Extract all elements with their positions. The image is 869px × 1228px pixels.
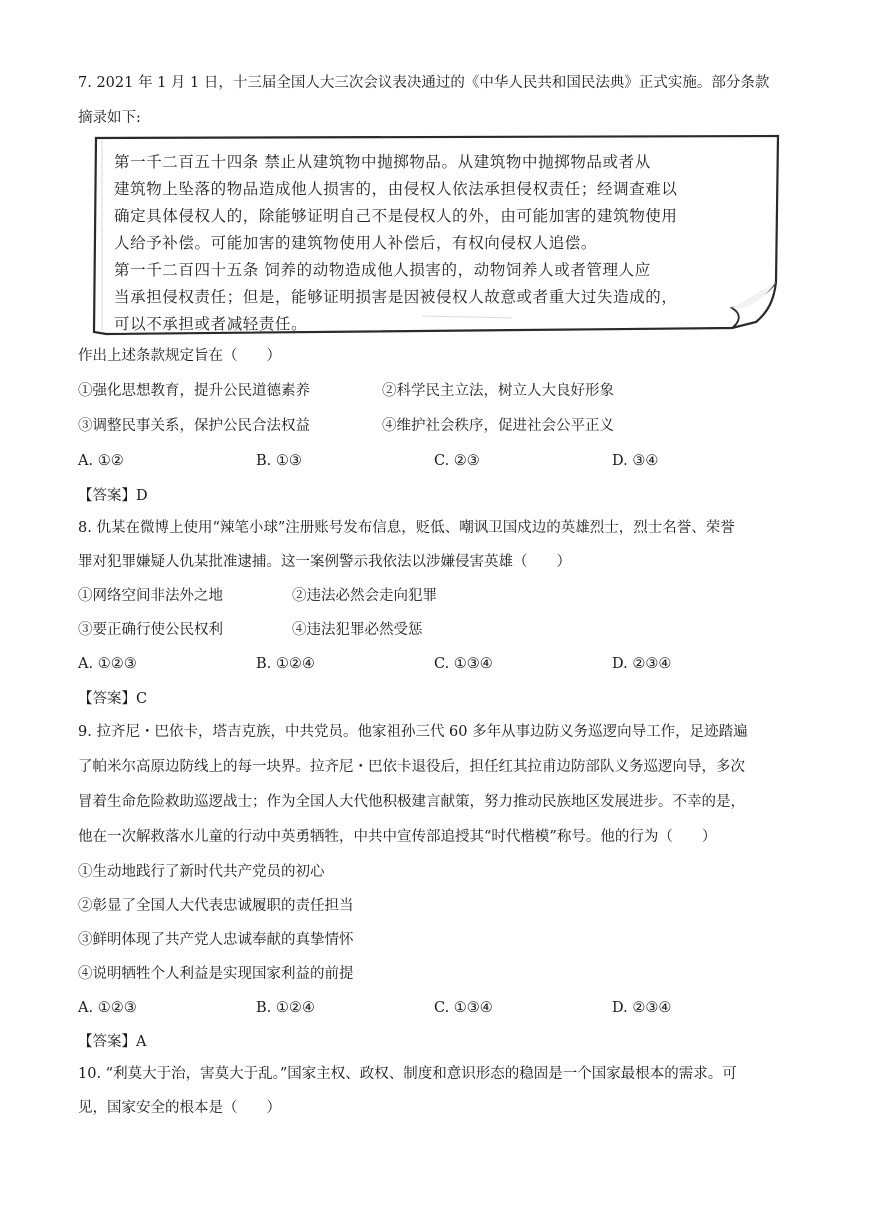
- q9-option-c: C. ①③④: [434, 1000, 493, 1016]
- q9-item-4: ④说明牺牲个人利益是实现国家利益的前提: [78, 966, 354, 982]
- q7-answer: 【答案】D: [78, 488, 148, 504]
- q7-question: 作出上述条款规定旨在（ ）: [78, 348, 281, 364]
- q7-item-2: ②科学民主立法，树立人大良好形象: [382, 383, 614, 399]
- q9-option-d: D. ②③④: [612, 1000, 672, 1016]
- q8-item-4: ④违法犯罪必然受惩: [292, 622, 423, 638]
- clip-line: 第一千二百四十五条 饲养的动物造成他人损害的，动物饲养人或者管理人应: [114, 261, 651, 279]
- q9-item-1: ①生动地践行了新时代共产党员的初心: [78, 864, 325, 880]
- q7-item-4: ④维护社会秩序，促进社会公平正义: [382, 418, 614, 434]
- clip-line: 建筑物上坠落的物品造成他人损害的，由侵权人依法承担侵权责任；经调查难以: [114, 180, 678, 198]
- q8-answer: 【答案】C: [78, 691, 148, 707]
- q10-stem-line1: 10. “利莫大于治，害莫大于乱。”国家主权、政权、制度和意识形态的稳固是一个国家最根本的需求。可: [78, 1066, 737, 1082]
- q9-item-2: ②彰显了全国人大代表忠诚履职的责任担当: [78, 898, 354, 914]
- q8-stem-line2: 罪对犯罪嫌疑人仇某批准逮捕。这一案例警示我依法以涉嫌侵害英雄（ ）: [78, 554, 571, 570]
- q8-option-c: C. ①③④: [434, 656, 493, 672]
- q9-stem-line1: 9. 拉齐尼・巴依卡，塔吉克族，中共党员。他家祖孙三代 60 多年从事边防义务巡逻向导工作，足迹踏遍: [78, 724, 748, 740]
- q9-stem-line2: 了帕米尔高原边防线上的每一块界。拉齐尼・巴依卡退役后，担任红其拉甫边防部队义务巡逻向导，多次: [78, 759, 745, 775]
- q9-answer: 【答案】A: [78, 1034, 147, 1050]
- q7-option-a: A. ①②: [78, 453, 124, 469]
- q7-option-c: C. ②③: [434, 453, 480, 469]
- law-excerpt-text: [114, 149, 764, 338]
- q7-option-d: D. ③④: [612, 453, 659, 469]
- q9-option-b: B. ①②④: [256, 1000, 315, 1016]
- clip-line: 第一千二百五十四条 禁止从建筑物中抛掷物品。从建筑物中抛掷物品或者从: [114, 153, 651, 171]
- q8-item-3: ③要正确行使公民权利: [78, 622, 223, 638]
- q8-option-b: B. ①②④: [256, 656, 315, 672]
- q9-option-a: A. ①②③: [78, 1000, 137, 1016]
- q8-item-1: ①网络空间非法外之地: [78, 588, 223, 604]
- q8-stem-line1: 8. 仇某在微博上使用“辣笔小球”注册账号发布信息，贬低、嘲讽卫国戍边的英雄烈士，烈士名誉、荣誉: [78, 520, 735, 536]
- clip-line: 确定具体侵权人的，除能够证明自己不是侵权人的外，由可能加害的建筑物使用: [114, 207, 678, 225]
- q7-option-b: B. ①③: [256, 453, 302, 469]
- q7-stem-line1: 7. 2021 年 1 月 1 日，十三届全国人大三次会议表决通过的《中华人民共和国民法典》正式实施。部分条款: [78, 75, 770, 91]
- q10-stem-line2: 见，国家安全的根本是（ ）: [78, 1100, 281, 1116]
- clip-line: 人给予补偿。可能加害的建筑物使用人补偿后，有权向侵权人追偿。: [114, 234, 598, 252]
- q7-item-1: ①强化思想教育，提升公民道德素养: [78, 383, 310, 399]
- q7-item-3: ③调整民事关系，保护公民合法权益: [78, 418, 310, 434]
- law-excerpt-clipping: [92, 132, 782, 337]
- q8-option-d: D. ②③④: [612, 656, 672, 672]
- clip-line: 可以不承担或者减轻责任。: [114, 315, 308, 333]
- q8-option-a: A. ①②③: [78, 656, 137, 672]
- q8-item-2: ②违法必然会走向犯罪: [292, 588, 437, 604]
- q7-stem-line2: 摘录如下:: [78, 110, 141, 126]
- q9-stem-line3: 冒着生命危险救助巡逻战士；作为全国人大代他积极建言献策，努力推动民族地区发展进步。不幸的是，: [78, 794, 745, 810]
- q9-stem-line4: 他在一次解救落水儿童的行动中英勇牺牲，中共中宣传部追授其“时代楷模”称号。他的行为（ ）: [78, 829, 717, 845]
- q9-item-3: ③鲜明体现了共产党人忠诚奉献的真挚情怀: [78, 932, 354, 948]
- clip-line: 当承担侵权责任；但是，能够证明损害是因被侵权人故意或者重大过失造成的，: [114, 288, 678, 306]
